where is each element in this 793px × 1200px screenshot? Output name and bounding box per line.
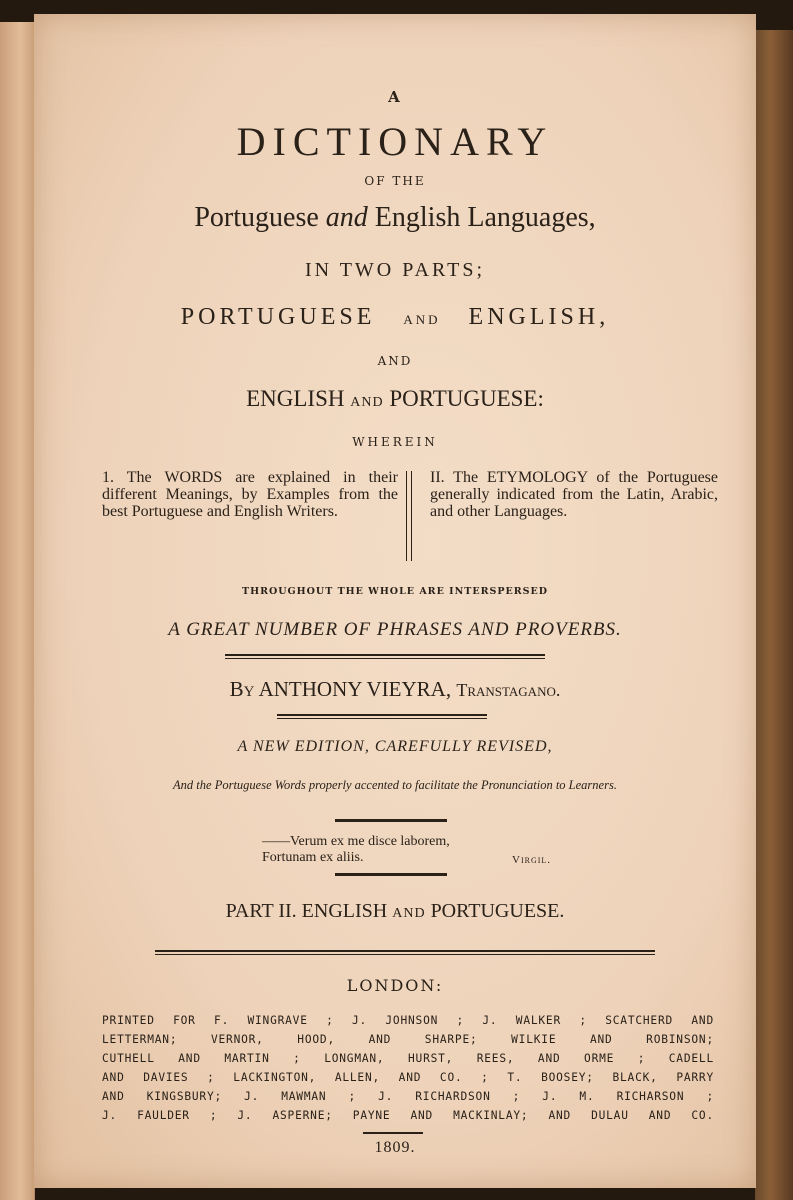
part-two-first: ENGLISH (246, 386, 345, 411)
languages-post: English Languages, (374, 202, 596, 233)
author-place: Transtagano. (456, 680, 561, 700)
book-cover-edge (755, 30, 793, 1200)
part-two-line (34, 386, 756, 412)
column-etymology: II. The ETYMOLOGY of the Portuguese generally indicated from the Latin, Arabic, and other Languages. (430, 469, 718, 520)
phrases-line: A GREAT NUMBER OF PHRASES AND PROVERBS. (168, 619, 622, 640)
part-one-line (34, 304, 756, 331)
column-words: 1. The WORDS are explained in their different Meanings, by Examples from the best Portuguese and English Writers. (102, 469, 398, 520)
main-title: DICTIONARY (236, 119, 554, 164)
part-ii-line (34, 900, 756, 923)
rule-double (225, 654, 545, 659)
imprint-line: PRINTED FOR F. WINGRAVE ; J. JOHNSON ; J. WALKER ; SCATCHERD AND (102, 1014, 714, 1027)
imprint-line: AND KINGSBURY; J. MAWMAN ; J. RICHARDSON ; J. M. RICHARSON ; (102, 1090, 714, 1103)
rule-author (277, 714, 487, 719)
motto-line-1: ——Verum ex me disce laborem, (262, 834, 450, 849)
column-divider (406, 471, 412, 561)
rule-ornament-top (335, 819, 447, 822)
part-two-and: AND (350, 395, 384, 410)
part-one-first: PORTUGUESE (180, 304, 376, 330)
two-column-description (102, 469, 722, 564)
languages-pre: Portuguese (194, 202, 319, 233)
edition-line: A NEW EDITION, CAREFULLY REVISED, (237, 738, 553, 755)
part-two-second: PORTUGUESE: (389, 386, 544, 411)
in-two-parts: IN TWO PARTS; (304, 259, 486, 281)
motto-attribution: Virgil. (512, 854, 552, 866)
of-the-line: OF THE (364, 174, 426, 188)
rule-long (155, 950, 655, 955)
part-one-second: ENGLISH, (468, 304, 610, 330)
author-name: ANTHONY VIEYRA, (258, 677, 452, 701)
author-by: By (229, 677, 255, 701)
imprint-line: AND DAVIES ; LACKINGTON, ALLEN, AND CO. ; T. BOOSEY; BLACK, PARRY (102, 1071, 714, 1084)
rule-ornament-bottom (335, 873, 447, 876)
motto-line-2: Fortunam ex aliis. (262, 850, 364, 865)
throughout-line: THROUGHOUT THE WHOLE ARE INTERSPERSED (242, 586, 548, 597)
imprint (102, 1011, 714, 1125)
part-ii-rest: PORTUGUESE. (430, 900, 565, 922)
publication-year: 1809. (374, 1139, 416, 1156)
previous-page-edge (0, 22, 35, 1200)
imprint-line: J. FAULDER ; J. ASPERNE; PAYNE AND MACKINLAY; AND DULAU AND CO. (102, 1109, 714, 1122)
languages-line (34, 202, 756, 234)
wherein-line: WHEREIN (352, 435, 438, 449)
imprint-line: CUTHELL AND MARTIN ; LONGMAN, HURST, REES, AND ORME ; CADELL (102, 1052, 714, 1065)
languages-conj: and (325, 202, 368, 233)
part-one-and: AND (403, 312, 441, 327)
rule-year (363, 1132, 423, 1134)
author-line (34, 677, 756, 702)
part-ii-and: AND (392, 906, 426, 921)
accented-line: And the Portuguese Words properly accented to facilitate the Pronunciation to Learners. (173, 778, 617, 792)
part-ii-label: PART II. ENGLISH (225, 900, 388, 922)
title-page (34, 14, 756, 1188)
latin-motto (262, 834, 562, 866)
title-article: A (388, 88, 402, 106)
imprint-line: LETTERMAN; VERNOR, HOOD, AND SHARPE; WILKIE AND ROBINSON; (102, 1033, 714, 1046)
and-line: AND (377, 354, 413, 368)
place-london: LONDON: (346, 976, 444, 995)
